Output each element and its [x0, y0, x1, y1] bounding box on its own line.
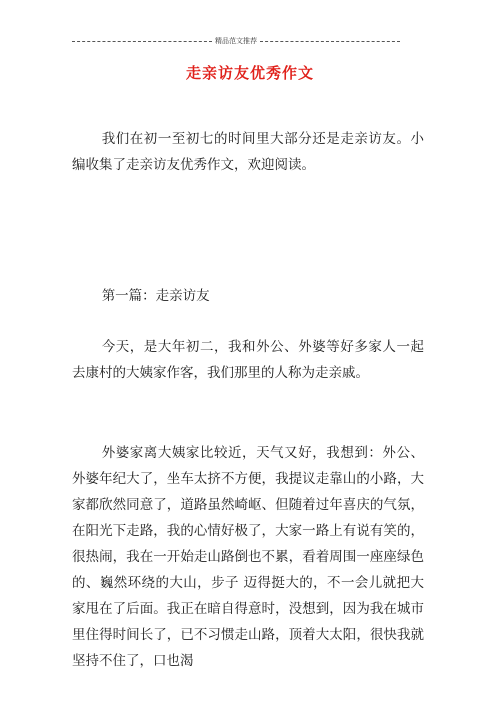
header-divider-left [72, 41, 212, 42]
body-paragraph: 今天，是大年初二，我和外公、外婆等好多家人一起去康村的大姨家作客，我们那里的人称为走亲戚。 [72, 339, 424, 381]
body-paragraph: 外婆家离大姨家比较近，天气又好，我想到：外公、外婆年纪大了，坐车太挤不方便，我提议走靠山的小路，大家都欣然同意了，道路虽然崎岖、但随着过年喜庆的气氛，在阳光下走路，我的心情好极了，大家一路上有说有笑的，很热闹，我在一开始走山路倒也不累，看着周围一座座绿色的、巍然环绕的大山，步子 迈得挺大的，不一会儿就把大家甩在了后面。我正在暗自得意时，没想到，因为我在城市里住得时间长了，已不习惯走山路，顶着大太阳，很快我就坚持不住了，口也渴 [72, 445, 424, 669]
intro-paragraph: 我们在初一至初七的时间里大部分还是走亲访友。小编收集了走亲访友优秀作文，欢迎阅读。 [72, 131, 424, 173]
header-rule [72, 36, 400, 46]
header-divider-right [260, 41, 400, 42]
page-title: 走亲访友优秀作文 [185, 64, 314, 82]
header-label: 精品范文推荐 [215, 37, 257, 45]
section-heading: 第一篇：走亲访友 [101, 288, 210, 304]
